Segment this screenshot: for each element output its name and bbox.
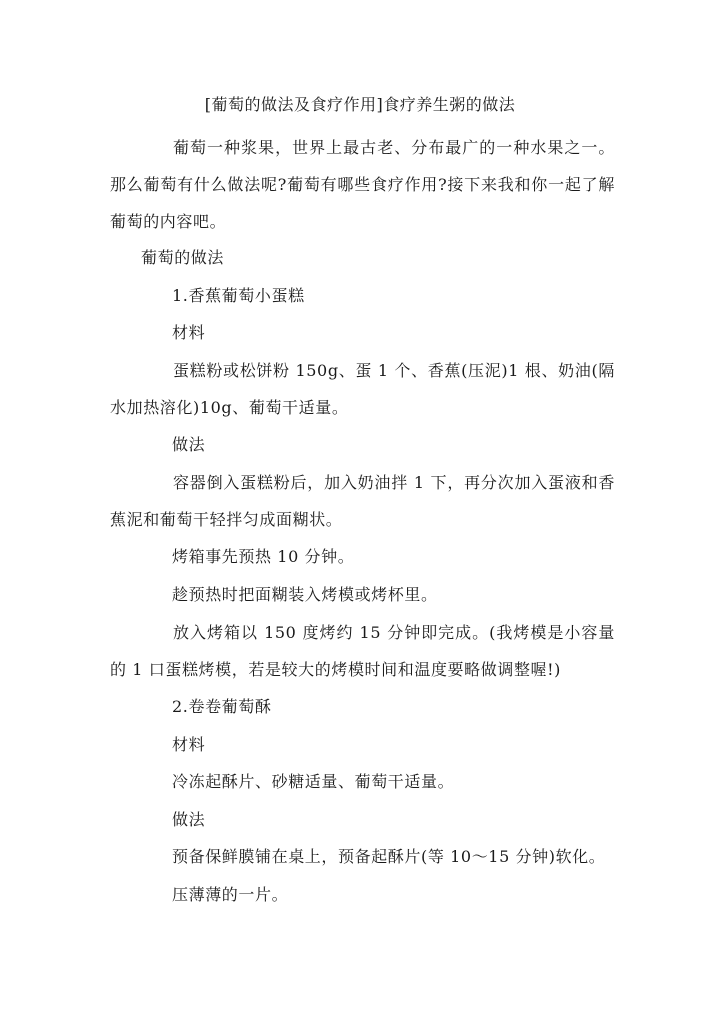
recipe2-step1: 预备保鲜膜铺在桌上，预备起酥片(等 10～15 分钟)软化。	[172, 847, 606, 866]
recipe2-title: 2.卷卷葡萄酥	[172, 697, 272, 716]
recipe2-materials-label: 材料	[172, 735, 206, 754]
document-title: [葡萄的做法及食疗作用]食疗养生粥的做法	[204, 95, 516, 114]
section-heading: 葡萄的做法	[141, 248, 225, 267]
recipe1-step2: 烤箱事先预热 10 分钟。	[172, 547, 355, 566]
recipe2-step2: 压薄薄的一片。	[172, 885, 289, 904]
recipe1-method-label: 做法	[172, 435, 206, 454]
recipe1-title: 1.香蕉葡萄小蛋糕	[172, 286, 305, 305]
intro-paragraph: 葡萄一种浆果，世界上最古老、分布最广的一种水果之一。那么葡萄有什么做法呢?葡萄有哪些食疗作用?接下来我和你一起了解葡萄的内容吧。	[110, 138, 615, 231]
recipe1-step3: 趁预热时把面糊装入烤模或烤杯里。	[172, 585, 438, 604]
recipe1-step1: 容器倒入蛋糕粉后，加入奶油拌 1 下，再分次加入蛋液和香蕉泥和葡萄干轻拌匀成面糊状。	[110, 473, 615, 529]
recipe1-materials-label: 材料	[172, 323, 206, 342]
recipe2-materials: 冷冻起酥片、砂糖适量、葡萄干适量。	[172, 772, 455, 791]
recipe2-method-label: 做法	[172, 810, 206, 829]
recipe1-materials: 蛋糕粉或松饼粉 150g、蛋 1 个、香蕉(压泥)1 根、奶油(隔水加热溶化)10g、葡萄干适量。	[110, 361, 615, 417]
recipe1-step4: 放入烤箱以 150 度烤约 15 分钟即完成。(我烤模是小容量的 1 口蛋糕烤模，若是较大的烤模时间和温度要略做调整喔!)	[110, 623, 615, 679]
